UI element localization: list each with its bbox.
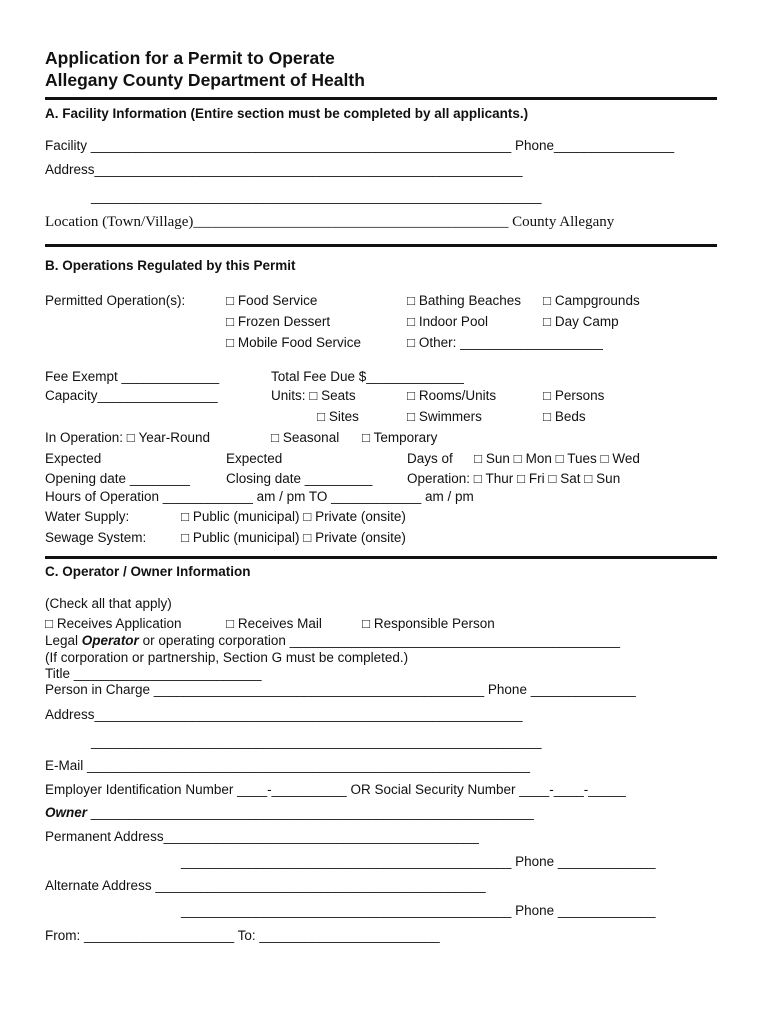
other-operation-checkbox[interactable]: □ Other: ___________________ <box>407 335 603 350</box>
swimmers-checkbox[interactable]: □ Swimmers <box>407 409 482 424</box>
permanent-address-line2-field[interactable]: ____________________________________________ Phone _____________ <box>181 854 656 869</box>
page-title-line1: Application for a Permit to Operate <box>45 48 335 68</box>
owner-field[interactable] <box>45 805 534 821</box>
email-field[interactable]: E-Mail ___________________________________________________________ <box>45 758 530 773</box>
corporation-note: (If corporation or partnership, Section G must be completed.) <box>45 650 409 665</box>
closing-date-field[interactable]: Closing date _________ <box>226 471 373 486</box>
from-to-field[interactable]: From: ____________________ To: ________________________ <box>45 928 440 943</box>
check-all-note: (Check all that apply) <box>45 596 172 611</box>
section-a-rule <box>45 244 717 247</box>
receives-mail-checkbox[interactable]: □ Receives Mail <box>226 616 322 631</box>
person-in-charge-field[interactable]: Person in Charge ____________________________________________ Phone ______________ <box>45 682 636 697</box>
header-rule <box>45 97 717 100</box>
permanent-address-field[interactable]: Permanent Address__________________________________________ <box>45 829 479 844</box>
receives-application-checkbox[interactable]: □ Receives Application <box>45 616 182 631</box>
water-supply-checkboxes[interactable]: □ Public (municipal) □ Private (onsite) <box>181 509 406 524</box>
fee-exempt-field[interactable]: Fee Exempt _____________ <box>45 369 220 384</box>
rooms-units-checkbox[interactable]: □ Rooms/Units <box>407 388 497 403</box>
permitted-operations-label: Permitted Operation(s): <box>45 293 186 308</box>
capacity-field[interactable]: Capacity________________ <box>45 388 218 403</box>
food-service-checkbox[interactable]: □ Food Service <box>226 293 318 308</box>
legal-suffix: or operating corporation ____________________________________________ <box>138 633 621 648</box>
legal-operator-field[interactable] <box>45 633 620 649</box>
operator-address-line2-field[interactable]: ____________________________________________________________ <box>91 734 542 749</box>
opening-date-field[interactable]: Opening date ________ <box>45 471 190 486</box>
frozen-dessert-checkbox[interactable]: □ Frozen Dessert <box>226 314 331 329</box>
sites-checkbox[interactable]: □ Sites <box>317 409 359 424</box>
seasonal-checkbox[interactable]: □ Seasonal <box>271 430 340 445</box>
total-fee-field[interactable]: Total Fee Due $_____________ <box>271 369 464 384</box>
beds-checkbox[interactable]: □ Beds <box>543 409 586 424</box>
legal-prefix: Legal <box>45 633 82 648</box>
alternate-address-line2-field[interactable]: ____________________________________________ Phone _____________ <box>181 903 656 918</box>
page-title-line2: Allegany County Department of Health <box>45 70 365 90</box>
responsible-person-checkbox[interactable]: □ Responsible Person <box>362 616 495 631</box>
section-b-rule <box>45 556 717 559</box>
units-seats-checkbox[interactable]: Units: □ Seats <box>271 388 356 403</box>
owner-line: ___________________________________________________________ <box>90 805 534 820</box>
persons-checkbox[interactable]: □ Persons <box>543 388 605 403</box>
campgrounds-checkbox[interactable]: □ Campgrounds <box>543 293 640 308</box>
sewage-system-checkboxes[interactable]: □ Public (municipal) □ Private (onsite) <box>181 530 406 545</box>
expected-label-1: Expected <box>45 451 102 466</box>
owner-label: Owner <box>45 805 88 820</box>
water-supply-label: Water Supply: <box>45 509 130 524</box>
bathing-beaches-checkbox[interactable]: □ Bathing Beaches <box>407 293 521 308</box>
address-line2-field[interactable]: ____________________________________________________________ <box>91 189 542 204</box>
section-c-heading: C. Operator / Owner Information <box>45 564 251 579</box>
address-field[interactable]: Address_________________________________________________________ <box>45 162 523 177</box>
location-field[interactable]: Location (Town/Village)__________________________________________ County Allegany <box>45 214 615 230</box>
title-field[interactable]: Title _________________________ <box>45 666 262 681</box>
facility-field[interactable]: Facility ________________________________________________________ Phone________________ <box>45 138 675 153</box>
expected-label-2: Expected <box>226 451 283 466</box>
sewage-system-label: Sewage System: <box>45 530 147 545</box>
year-round-checkbox[interactable]: In Operation: □ Year-Round <box>45 430 211 445</box>
operator-address-field[interactable]: Address_________________________________________________________ <box>45 707 523 722</box>
section-a-heading: A. Facility Information (Entire section must be completed by all applicants.) <box>45 106 529 121</box>
alternate-address-field[interactable]: Alternate Address ____________________________________________ <box>45 878 486 893</box>
days-of-label: Days of <box>407 451 453 466</box>
hours-of-operation-field[interactable]: Hours of Operation ____________ am / pm TO ____________ am / pm <box>45 489 474 504</box>
operator-emphasis: Operator <box>81 633 139 648</box>
days-row2-checkboxes[interactable]: Operation: □ Thur □ Fri □ Sat □ Sun <box>407 471 621 486</box>
temporary-checkbox[interactable]: □ Temporary <box>362 430 438 445</box>
section-b-heading: B. Operations Regulated by this Permit <box>45 258 296 273</box>
ein-ssn-field[interactable]: Employer Identification Number ____-__________ OR Social Security Number ____-____-_____ <box>45 782 626 797</box>
day-camp-checkbox[interactable]: □ Day Camp <box>543 314 619 329</box>
mobile-food-service-checkbox[interactable]: □ Mobile Food Service <box>226 335 361 350</box>
indoor-pool-checkbox[interactable]: □ Indoor Pool <box>407 314 488 329</box>
days-row1-checkboxes[interactable]: □ Sun □ Mon □ Tues □ Wed <box>474 451 640 466</box>
